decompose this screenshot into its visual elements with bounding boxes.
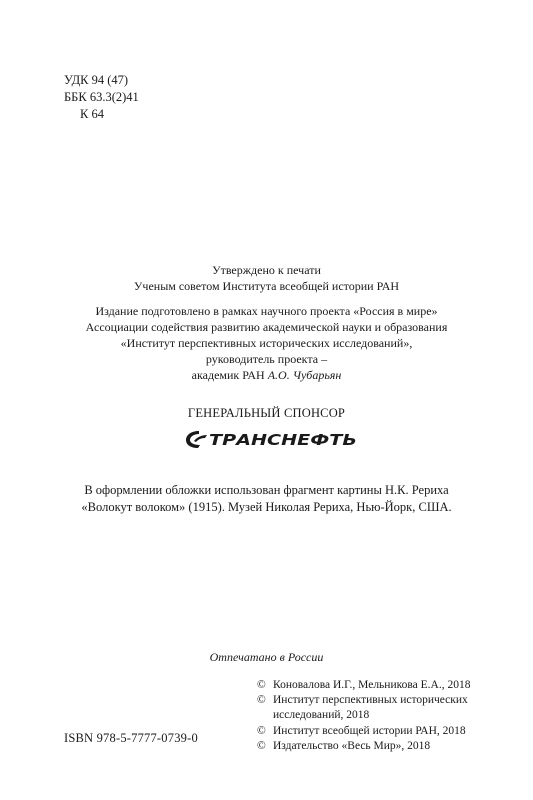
copyright-text: Издательство «Весь Мир», 2018 [273, 739, 431, 752]
bbk-code: ББК 63.3(2)41 [64, 90, 139, 104]
copyright-row [257, 693, 517, 723]
project-block [0, 303, 533, 383]
author-mark: К 64 [80, 107, 104, 121]
project-line-5 [0, 367, 533, 383]
approval-line-2: Ученым советом Института всеобщей истории РАН [133, 279, 400, 293]
cover-note [0, 482, 533, 516]
copyright-text: Институт перспективных исторических исследований, 2018 [273, 694, 468, 722]
copyright-text: Коновалова И.Г., Мельникова Е.А., 2018 [273, 679, 471, 691]
transneft-logo-icon [185, 429, 360, 449]
copyright-icon: © [257, 679, 266, 691]
project-line-1: Издание подготовлено в рамках научного проекта «Россия в мире» [95, 304, 438, 318]
copyright-icon: © [257, 724, 266, 737]
classification-block [64, 72, 139, 123]
transneft-logo [185, 429, 360, 449]
copyright-icon: © [257, 739, 266, 752]
project-line-3: «Институт перспективных исторических исследований», [120, 336, 413, 350]
sponsor-label: ГЕНЕРАЛЬНЫЙ СПОНСОР [187, 406, 346, 420]
cover-note-line-2: «Волокут волоком» (1915). Музей Николая Рериха, Нью-Йорк, США. [81, 500, 452, 514]
project-line-4: руководитель проекта – [205, 352, 328, 366]
project-leader-name: А.О. Чубарьян [267, 368, 342, 382]
copyright-text: Институт всеобщей истории РАН, 2018 [273, 724, 466, 737]
cover-note-line-1: В оформлении обложки использован фрагмент картины Н.К. Рериха [84, 483, 449, 497]
udk-code: УДК 94 (47) [64, 73, 129, 87]
printed-in-russia: Отпечатано в России [209, 650, 324, 664]
isbn: ISBN 978-5-7777-0739-0 [64, 731, 198, 745]
copyright-row [257, 678, 517, 693]
copyright-row [257, 724, 517, 739]
project-leader-title: академик РАН [191, 368, 268, 382]
logo-wordmark: ТРАНСНЕФТЬ [209, 431, 357, 449]
copyright-row [257, 739, 517, 754]
copyright-list [257, 678, 517, 754]
approval-line-1: Утверждено к печати [212, 263, 321, 277]
project-line-2: Ассоциации содействия развитию академической науки и образования [85, 320, 448, 334]
copyright-icon: © [257, 694, 266, 707]
approval-block [0, 262, 533, 294]
